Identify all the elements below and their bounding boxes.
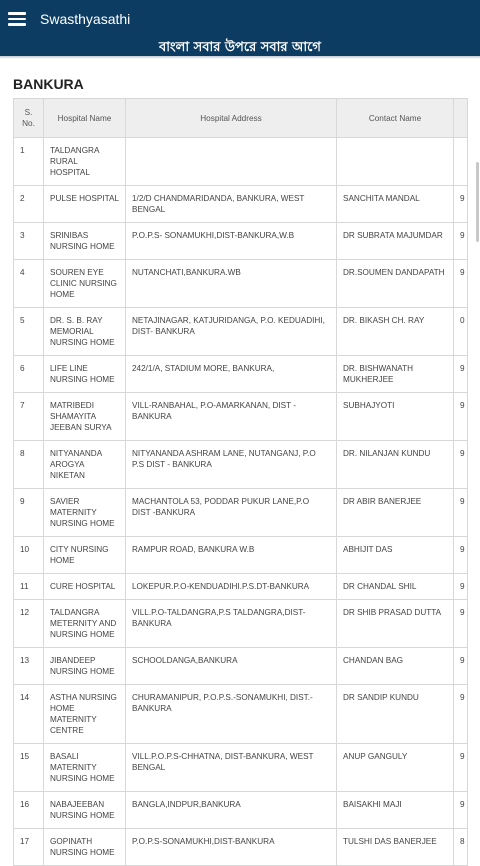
table-row[interactable]	[14, 685, 468, 744]
table-row[interactable]	[14, 393, 468, 441]
cell-hospital-name: SRINIBAS NURSING HOME	[44, 223, 126, 260]
cell-contact-name: DR. BISHWANATH MUKHERJEE	[337, 356, 454, 393]
cell-phone: 9	[454, 186, 468, 223]
cell-sno: 10	[14, 537, 44, 574]
table-row[interactable]	[14, 648, 468, 685]
cell-phone: 9	[454, 393, 468, 441]
table-row[interactable]	[14, 260, 468, 308]
header-contact-name: Contact Name	[337, 99, 454, 138]
hamburger-menu-icon[interactable]	[8, 12, 26, 26]
cell-contact-name	[337, 138, 454, 186]
cell-hospital-address: LOKEPUR.P.O-KENDUADIHI.P.S.DT-BANKURA	[126, 574, 337, 600]
cell-contact-name: DR SANDIP KUNDU	[337, 685, 454, 744]
hospital-table	[13, 98, 468, 866]
header-sno: S. No.	[14, 99, 44, 138]
cell-hospital-address	[126, 138, 337, 186]
cell-hospital-address: P.O.P.S- SONAMUKHI,DIST-BANKURA,W.B	[126, 223, 337, 260]
table-row[interactable]	[14, 356, 468, 393]
cell-contact-name: ANUP GANGULY	[337, 744, 454, 792]
cell-phone	[454, 138, 468, 186]
cell-hospital-name: GOPINATH NURSING HOME	[44, 829, 126, 866]
table-row[interactable]	[14, 223, 468, 260]
cell-hospital-address: 242/1/A, STADIUM MORE, BANKURA,	[126, 356, 337, 393]
cell-hospital-name: NITYANANDA AROGYA NIKETAN	[44, 441, 126, 489]
app-bar	[0, 0, 480, 56]
header-phone	[454, 99, 468, 138]
cell-hospital-name: LIFE LINE NURSING HOME	[44, 356, 126, 393]
cell-sno: 9	[14, 489, 44, 537]
cell-contact-name: TULSHI DAS BANERJEE	[337, 829, 454, 866]
cell-contact-name: DR ABIR BANERJEE	[337, 489, 454, 537]
cell-hospital-name: CURE HOSPITAL	[44, 574, 126, 600]
cell-phone: 9	[454, 574, 468, 600]
cell-phone: 9	[454, 537, 468, 574]
table-row[interactable]	[14, 744, 468, 792]
cell-sno: 5	[14, 308, 44, 356]
cell-sno: 14	[14, 685, 44, 744]
cell-phone: 9	[454, 441, 468, 489]
cell-hospital-name: JIBANDEEP NURSING HOME	[44, 648, 126, 685]
scrollbar[interactable]	[476, 162, 479, 242]
header-hospital-address: Hospital Address	[126, 99, 337, 138]
cell-hospital-address: VILL.P.O-TALDANGRA,P.S TALDANGRA,DIST-BANKURA	[126, 600, 337, 648]
cell-contact-name: DR.SOUMEN DANDAPATH	[337, 260, 454, 308]
cell-hospital-name: ASTHA NURSING HOME MATERNITY CENTRE	[44, 685, 126, 744]
cell-sno: 3	[14, 223, 44, 260]
cell-hospital-address: 1/2/D CHANDMARIDANDA, BANKURA, WEST BENGAL	[126, 186, 337, 223]
app-tagline: বাংলা সবার উপরে সবার আগে	[159, 40, 321, 55]
cell-hospital-name: TALDANGRA METERNITY AND NURSING HOME	[44, 600, 126, 648]
table-row[interactable]	[14, 792, 468, 829]
cell-contact-name: DR CHANDAL SHIL	[337, 574, 454, 600]
cell-hospital-address: NUTANCHATI,BANKURA.WB	[126, 260, 337, 308]
app-title: Swasthyasathi	[40, 11, 131, 27]
table-row[interactable]	[14, 308, 468, 356]
table-row[interactable]	[14, 600, 468, 648]
cell-contact-name: DR. NILANJAN KUNDU	[337, 441, 454, 489]
cell-contact-name: BAISAKHI MAJI	[337, 792, 454, 829]
cell-phone: 9	[454, 489, 468, 537]
cell-phone: 9	[454, 600, 468, 648]
table-header-row	[14, 99, 468, 138]
cell-phone: 9	[454, 223, 468, 260]
cell-contact-name: SUBHAJYOTI	[337, 393, 454, 441]
cell-sno: 17	[14, 829, 44, 866]
cell-hospital-address: CHURAMANIPUR, P.O.P.S.-SONAMUKHI, DIST.-BANKURA	[126, 685, 337, 744]
table-row[interactable]	[14, 829, 468, 866]
cell-hospital-address: MACHANTOLA 53, PODDAR PUKUR LANE,P.O DIST -BANKURA	[126, 489, 337, 537]
cell-contact-name: DR SUBRATA MAJUMDAR	[337, 223, 454, 260]
cell-sno: 2	[14, 186, 44, 223]
table-row[interactable]	[14, 489, 468, 537]
cell-contact-name: SANCHITA MANDAL	[337, 186, 454, 223]
cell-sno: 1	[14, 138, 44, 186]
cell-contact-name: ABHIJIT DAS	[337, 537, 454, 574]
cell-contact-name: DR. BIKASH CH. RAY	[337, 308, 454, 356]
table-row[interactable]	[14, 441, 468, 489]
cell-hospital-address: SCHOOLDANGA,BANKURA	[126, 648, 337, 685]
cell-hospital-address: NITYANANDA ASHRAM LANE, NUTANGANJ, P.O P.S DIST - BANKURA	[126, 441, 337, 489]
table-row[interactable]	[14, 537, 468, 574]
header-hospital-name: Hospital Name	[44, 99, 126, 138]
cell-sno: 4	[14, 260, 44, 308]
cell-phone: 9	[454, 744, 468, 792]
cell-hospital-name: TALDANGRA RURAL HOSPITAL	[44, 138, 126, 186]
cell-phone: 8	[454, 829, 468, 866]
cell-hospital-name: SAVIER MATERNITY NURSING HOME	[44, 489, 126, 537]
cell-sno: 7	[14, 393, 44, 441]
cell-hospital-address: VILL.P.O.P.S-CHHATNA, DIST-BANKURA, WEST BENGAL	[126, 744, 337, 792]
cell-sno: 12	[14, 600, 44, 648]
cell-hospital-name: NABAJEEBAN NURSING HOME	[44, 792, 126, 829]
cell-hospital-address: RAMPUR ROAD, BANKURA W.B	[126, 537, 337, 574]
cell-hospital-address: NETAJINAGAR, KATJURIDANGA, P.O. KEDUADIHI, DIST- BANKURA	[126, 308, 337, 356]
cell-sno: 13	[14, 648, 44, 685]
district-title: BANKURA	[13, 76, 84, 92]
cell-contact-name: CHANDAN BAG	[337, 648, 454, 685]
cell-sno: 16	[14, 792, 44, 829]
cell-hospital-address: VILL-RANBAHAL, P.O-AMARKANAN, DIST -BANKURA	[126, 393, 337, 441]
cell-hospital-name: BASALI MATERNITY NURSING HOME	[44, 744, 126, 792]
cell-sno: 6	[14, 356, 44, 393]
cell-phone: 9	[454, 260, 468, 308]
cell-sno: 15	[14, 744, 44, 792]
cell-sno: 8	[14, 441, 44, 489]
table-row[interactable]	[14, 138, 468, 186]
cell-hospital-name: MATRIBEDI SHAMAYITA JEEBAN SURYA	[44, 393, 126, 441]
cell-hospital-address: BANGLA,INDPUR,BANKURA	[126, 792, 337, 829]
cell-hospital-name: DR. S. B. RAY MEMORIAL NURSING HOME	[44, 308, 126, 356]
cell-phone: 9	[454, 356, 468, 393]
cell-contact-name: DR SHIB PRASAD DUTTA	[337, 600, 454, 648]
cell-sno: 11	[14, 574, 44, 600]
cell-hospital-name: PULSE HOSPITAL	[44, 186, 126, 223]
app-bar-shadow	[0, 56, 480, 59]
cell-phone: 0	[454, 308, 468, 356]
table-row[interactable]	[14, 574, 468, 600]
cell-phone: 9	[454, 685, 468, 744]
cell-phone: 9	[454, 792, 468, 829]
cell-hospital-address: P.O.P.S-SONAMUKHI,DIST-BANKURA	[126, 829, 337, 866]
cell-phone: 9	[454, 648, 468, 685]
table-row[interactable]	[14, 186, 468, 223]
cell-hospital-name: SOUREN EYE CLINIC NURSING HOME	[44, 260, 126, 308]
cell-hospital-name: CITY NURSING HOME	[44, 537, 126, 574]
